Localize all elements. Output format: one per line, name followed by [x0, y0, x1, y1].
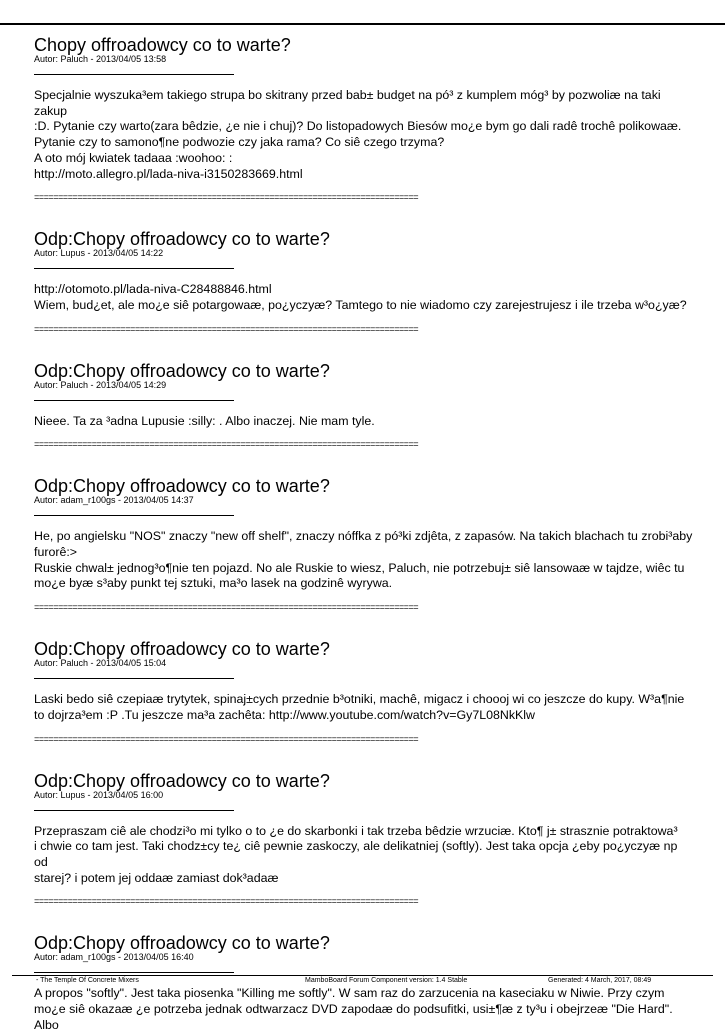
- post-title: Odp:Chopy offroadowcy co to warte?: [34, 229, 330, 250]
- post-body-line: i chwie co tam jest. Taki chodz±cy te¿ ciê pewnie zaskoczy, ale delikatniej (softly). Jest taka opcja ¿eby po¿yczyæ np od: [34, 839, 678, 869]
- footer-site-name: - The Temple Of Concrete Mixers: [36, 977, 139, 984]
- post-separator: ================================================================================: [34, 440, 419, 451]
- forum-post: [34, 640, 694, 744]
- meta-divider: [34, 810, 234, 811]
- post-separator: ================================================================================: [34, 324, 419, 335]
- post-body: [34, 692, 694, 723]
- meta-divider: [34, 268, 234, 269]
- post-body-line: to dojrza³em :P .Tu jeszcze ma³a zachêta: http://www.youtube.com/watch?v=Gy7L08NkKlw: [34, 707, 536, 722]
- post-body-line: Laski bedo siê czepiaæ trytytek, spinaj±cych przednie b³otniki, machê, migacz i choooj wi co jeszcze do kupy. W³a¶nie: [34, 692, 685, 707]
- post-title: Odp:Chopy offroadowcy co to warte?: [34, 360, 330, 381]
- post-author-date: Autor: adam_r100gs - 2013/04/05 14:37: [34, 495, 194, 506]
- post-author-date: Autor: adam_r100gs - 2013/04/05 16:40: [34, 952, 194, 963]
- forum-post: [34, 362, 694, 451]
- post-body-line: Nieee. Ta za ³adna Lupusie :silly: . Albo inaczej. Nie mam tyle.: [34, 413, 375, 428]
- post-body-line: A oto mój kwiatek tadaaa :woohoo: :: [34, 150, 233, 165]
- post-body-line: He, po angielsku "NOS" znaczy "new off shelf", znaczy nóffka z pó³ki zdjêta, z zapasów. Na takich blachach tu zrobi³aby: [34, 529, 693, 544]
- post-body: [34, 824, 694, 887]
- post-author-date: Autor: Paluch - 2013/04/05 15:04: [34, 658, 167, 669]
- post-body-line: furorê:>: [34, 545, 78, 560]
- forum-thread: [34, 36, 694, 1033]
- post-title: Odp:Chopy offroadowcy co to warte?: [34, 639, 330, 660]
- post-body-line: mo¿e siê okazaæ ¿e potrzeba jednak odtwarzacz DVD zapodaæ do podsufitki, usi±¶æ z ty³u i obejrzeæ "Die Hard". Albo: [34, 1002, 673, 1032]
- post-body-line: Ruskie chwal± jednog³o¶nie ten pojazd. No ale Ruskie to wiesz, Paluch, nie potrzebuj± siê lansowaæ w tajdze, wiêc tu: [34, 560, 685, 575]
- forum-post: [34, 477, 694, 613]
- post-body-line: mo¿e byæ s³aby punkt tej sztuki, ma³o lasek na godzinê wyrywa.: [34, 576, 393, 591]
- post-separator: ================================================================================: [34, 897, 419, 908]
- meta-divider: [34, 400, 234, 401]
- meta-divider: [34, 678, 234, 679]
- post-body: [34, 529, 694, 592]
- post-body: [34, 414, 694, 430]
- post-body-line: Specjalnie wyszuka³em takiego strupa bo skitrany przed bab± budget na pó³ z kumplem móg³ by pozwoliæ na taki zakup: [34, 88, 661, 118]
- post-author-date: Autor: Paluch - 2013/04/05 14:29: [34, 379, 167, 390]
- post-title: Odp:Chopy offroadowcy co to warte?: [34, 476, 330, 497]
- footer-rule: [12, 975, 713, 976]
- footer-generated-date: Generated: 4 March, 2017, 08:49: [548, 977, 652, 984]
- post-author-date: Autor: Lupus - 2013/04/05 14:22: [34, 248, 164, 259]
- post-author-date: Autor: Lupus - 2013/04/05 16:00: [34, 789, 164, 800]
- post-title: Chopy offroadowcy co to warte?: [34, 35, 291, 55]
- post-title: Odp:Chopy offroadowcy co to warte?: [34, 933, 330, 954]
- post-body-line: http://moto.allegro.pl/lada-niva-i3150283669.html: [34, 166, 303, 181]
- post-body-line: http://otomoto.pl/lada-niva-C28488846.html: [34, 282, 272, 297]
- post-body: [34, 282, 694, 313]
- post-body-line: A propos "softly". Jest taka piosenka "Killing me softly". W sam raz do zarzucenia na kaseciaku w Niwie. Przy czym: [34, 986, 665, 1001]
- post-body: [34, 88, 694, 182]
- post-body-line: starej? i potem jej oddaæ zamiast dok³adaæ: [34, 870, 279, 885]
- meta-divider: [34, 74, 234, 75]
- post-title: Odp:Chopy offroadowcy co to warte?: [34, 770, 330, 791]
- post-separator: ================================================================================: [34, 734, 419, 745]
- footer-component-version: MamboBoard Forum Component version: 1.4 Stable: [305, 977, 468, 984]
- header-rule: [0, 23, 725, 25]
- meta-divider: [34, 515, 234, 516]
- post-body-line: Pytanie czy to samono¶ne podwozie czy jaka rama? Co siê czego trzyma?: [34, 135, 445, 150]
- forum-post: [34, 230, 694, 334]
- post-body-line: Wiem, bud¿et, ale mo¿e siê potargowaæ, po¿yczyæ? Tamtego to nie wiadomo czy zarejestrujesz i ile trzeba w³o¿yæ?: [34, 297, 687, 312]
- post-body: [34, 986, 694, 1033]
- forum-post: [34, 772, 694, 908]
- post-separator: ================================================================================: [34, 603, 419, 614]
- meta-divider: [34, 972, 234, 973]
- post-author-date: Autor: Paluch - 2013/04/05 13:58: [34, 54, 167, 64]
- forum-post: [34, 36, 694, 203]
- post-body-line: :D. Pytanie czy warto(zara bêdzie, ¿e nie i chuj)? Do listopadowych Biesów mo¿e bym go dali radê trochê polikowaæ.: [34, 119, 682, 134]
- post-separator: ================================================================================: [34, 193, 419, 204]
- post-body-line: Przepraszam ciê ale chodzi³o mi tylko o to ¿e do skarbonki i tak trzeba bêdzie wrzuciæ. Kto¶ j± strasznie potraktowa³: [34, 823, 678, 838]
